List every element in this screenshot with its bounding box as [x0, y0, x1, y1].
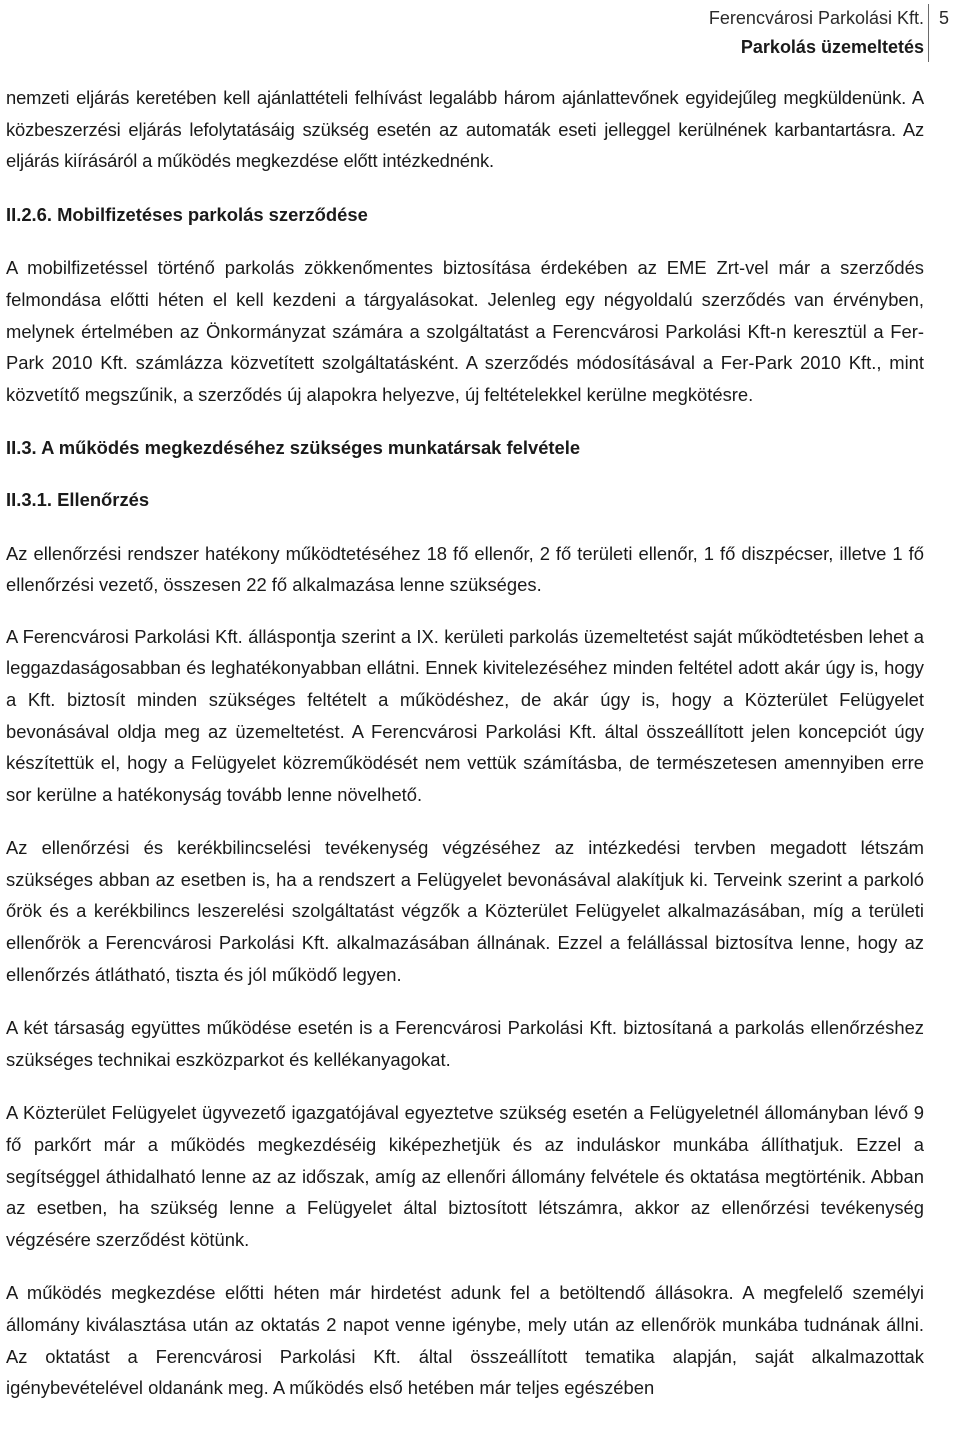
header-company-name: Ferencvárosi Parkolási Kft. — [708, 8, 924, 28]
section-heading-mobile-payment: II.2.6. Mobilfizetéses parkolás szerződése — [6, 203, 368, 225]
page-header — [0, 4, 960, 60]
paragraph-supervision-agreement: A Közterület Felügyelet ügyvezető igazgatójával egyeztetve szükség esetén a Felügyeletnél állományban lévő 9 fő parkőrt már a működés megkezdéséig kiképezhetjük és az induláskor munkába állíthatjuk. Ezzel a segítséggel áthidalható lenne az az időszak, amíg az ellenőri állomány felvétele és oktatása megtörténik. Abban az esetben, ha szükség lenne a Felügyelet által biztosított létszámra, akkor az ellenőrzési tevékenység végzésére szerződést kötünk. — [6, 1102, 924, 1250]
document-body — [6, 82, 924, 1404]
paragraph-recruitment: A működés megkezdése előtti héten már hirdetést adunk fel a betöltendő állásokra. A megfelelő személyi állomány kiválasztása után az oktatás 2 napot venne igénybe, mely után az ellenőrök munkába tudnának állni. Az oktatást a Ferencvárosi Parkolási Kft. által összeállított tematika alapján, saját alkalmazottak igénybevételével oldanánk meg. A működés első hetében már teljes egészében — [6, 1282, 924, 1399]
paragraph-joint-operation: A két társaság együttes működése esetén is a Ferencvárosi Parkolási Kft. biztosítaná a parkolás ellenőrzéshez szükséges technikai eszközparkot és kellékanyagokat. — [6, 1017, 924, 1070]
header-department: Parkolás üzemeltetés — [740, 37, 924, 57]
header-divider — [928, 4, 929, 62]
section-heading-control: II.3.1. Ellenőrzés — [6, 488, 150, 510]
paragraph-wheel-clamping: Az ellenőrzési és kerékbilincselési tevékenység végzéséhez az intézkedési tervben megadott létszám szükséges abban az esetben is, ha a rendszert a Felügyelet bevonásával alakítjuk ki. Terveink szerint a parkoló őrök és a kerékbilincs leszerelési szolgáltatást végzők a Közterület Felügyelet alkalmazásában, míg a területi ellenőrök a Ferencvárosi Parkolási Kft. alkalmazásában állnának. Ezzel a felállással biztosítva lenne, hogy az ellenőrzés átlátható, tiszta és jól működő legyen. — [6, 837, 924, 985]
page-number: 5 — [939, 8, 950, 28]
section-heading-staff: II.3. A működés megkezdéséhez szükséges munkatársak felvétele — [6, 437, 581, 459]
paragraph-procurement: nemzeti eljárás keretében kell ajánlattételi felhívást legalább három ajánlattevőnek egyidejűleg megküldenünk. A közbeszerzési eljárás lefolytatásáig szükség esetén az automaták eseti jelleggel kerülnének karbantartásra. Az eljárás kiírásáról a működés megkezdése előtt intézkednénk. — [6, 87, 924, 172]
paragraph-company-position: A Ferencvárosi Parkolási Kft. álláspontja szerint a IX. kerületi parkolás üzemeltetést saját működtetésben lehet a leggazdaságosabban és leghatékonyabban ellátni. Ennek kivitelezéséhez minden feltétel adott akár úgy is, hogy a Kft. biztosít minden szükséges feltételt a működéshez, de akár úgy is, hogy a Közterület Felügyelet bevonásával oldja meg az üzemeltetést. A Ferencvárosi Parkolási Kft. által összeállított jelen koncepciót úgy készítettük el, hogy a Felügyelet közreműködését nem vettük számításba, de természetesen amennyiben erre sor kerülne a hatékonyság tovább lenne növelhető. — [6, 625, 924, 805]
paragraph-mobile-payment: A mobilfizetéssel történő parkolás zökkenőmentes biztosítása érdekében az EME Zrt-vel már a szerződés felmondása előtti héten el kell kezdeni a tárgyalásokat. Jelenleg egy négyoldalú szerződés van érvényben, melynek értelmében az Önkormányzat számára a szolgáltatást a Ferencvárosi Parkolási Kft-n keresztül a Fer-Park 2010 Kft. számlázza közvetített szolgáltatásként. A szerződés módosításával a Fer-Park 2010 Kft., mint közvetítő megszűnik, a szerződés új alapokra helyezve, új feltételekkel kerülne megkötésre. — [6, 257, 924, 405]
paragraph-control-system: Az ellenőrzési rendszer hatékony működtetéséhez 18 fő ellenőr, 2 fő területi ellenőr, 1 fő diszpécser, illetve 1 fő ellenőrzési vezető, összesen 22 fő alkalmazása lenne szükséges. — [6, 542, 924, 596]
